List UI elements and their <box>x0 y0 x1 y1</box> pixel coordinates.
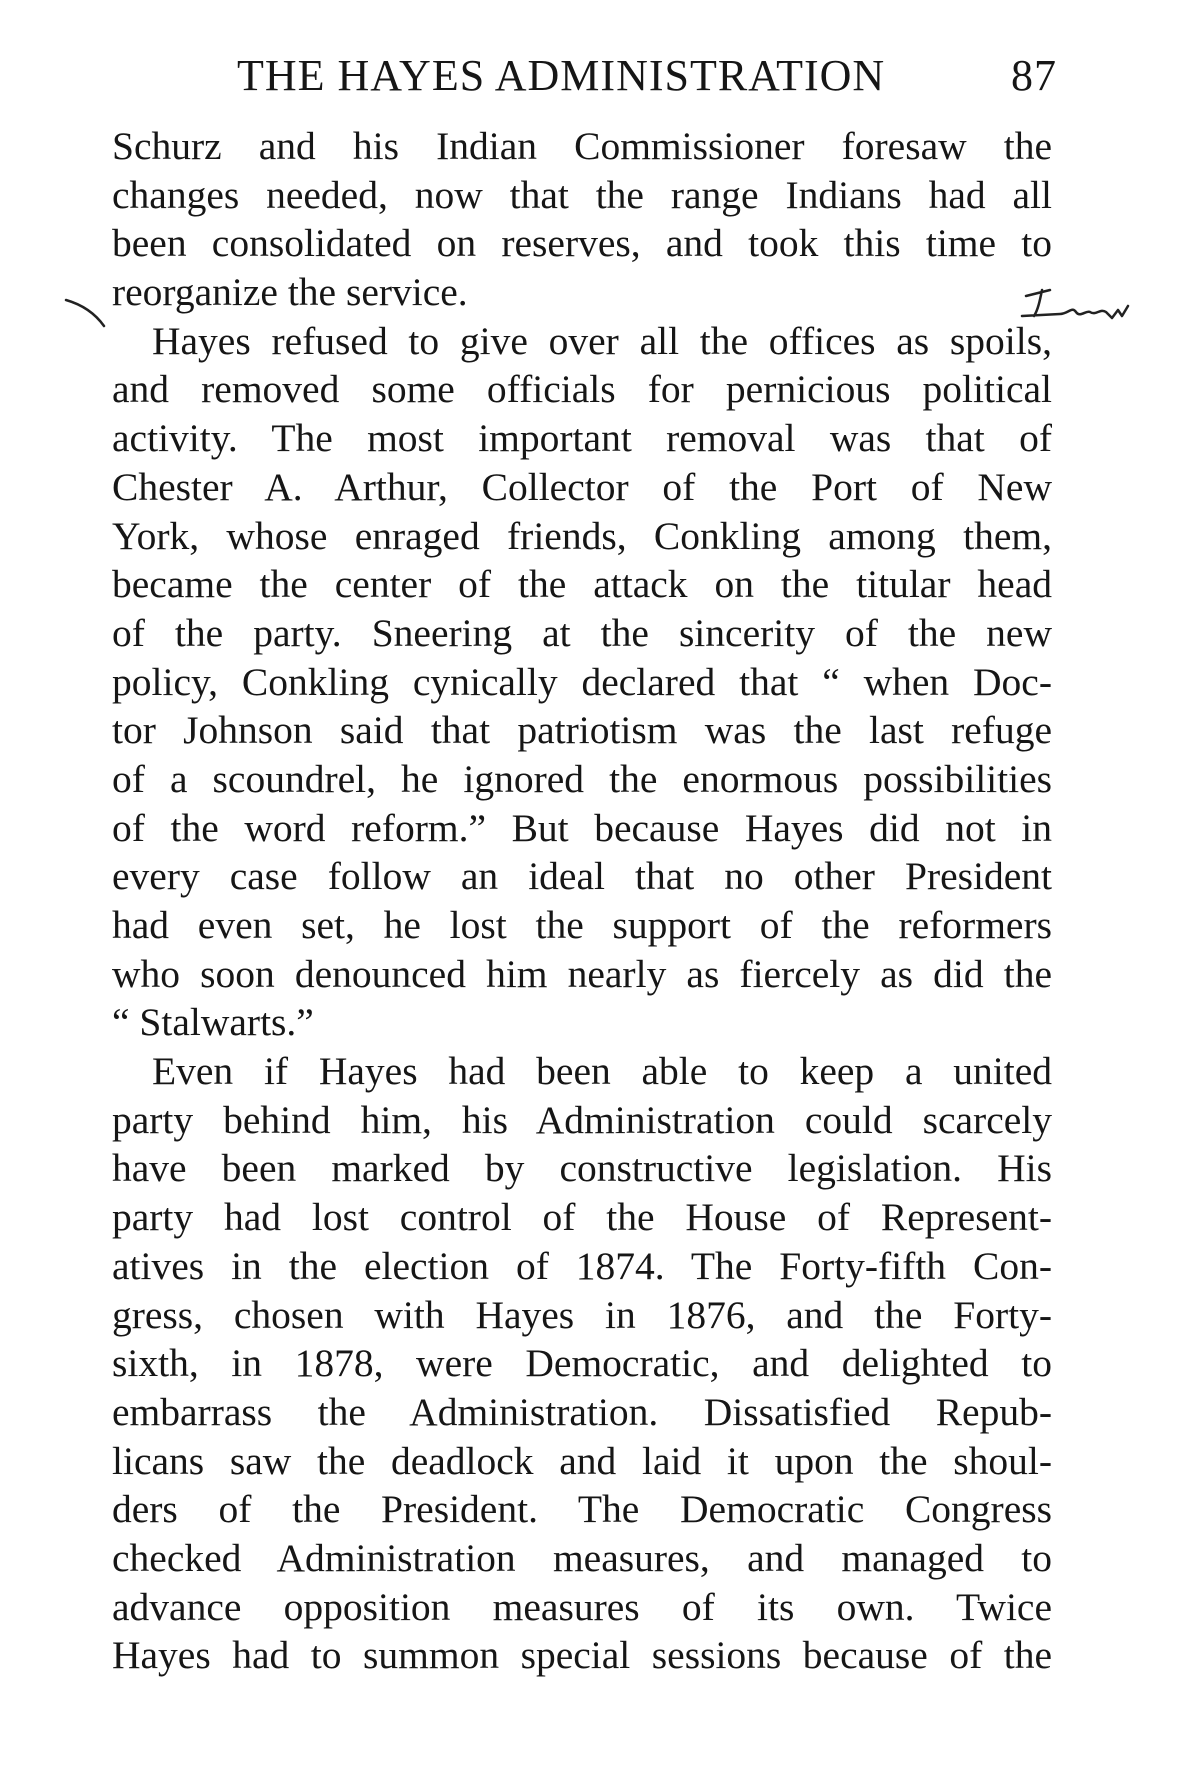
text-line: atives in the election of 1874. The Forty-fifth Con- <box>112 1243 1052 1288</box>
text-line: changes needed, now that the range Indians had all <box>112 172 1052 217</box>
text-line: and removed some officials for pernicious political <box>112 367 1052 412</box>
text-line: advance opposition measures of its own. Twice <box>112 1584 1052 1629</box>
text-line: Schurz and his Indian Commissioner foresaw the <box>112 124 1052 168</box>
text-line: ders of the President. The Democratic Congress <box>112 1487 1052 1532</box>
text-line: “ Stalwarts.” <box>112 1000 314 1045</box>
text-line: policy, Conkling cynically declared that “ when Doc- <box>112 659 1052 704</box>
text-line: checked Administration measures, and managed to <box>112 1535 1052 1580</box>
text-line: became the center of the attack on the titular head <box>112 562 1052 607</box>
page-number: 87 <box>1011 51 1057 100</box>
body-text <box>112 122 1052 1680</box>
text-line: every case follow an ideal that no other President <box>112 854 1052 899</box>
text-line: tor Johnson said that patriotism was the last refuge <box>112 708 1052 753</box>
text-line: licans saw the deadlock and laid it upon the shoul- <box>112 1438 1052 1483</box>
text-line: Hayes had to summon special sessions because of the <box>112 1633 1052 1678</box>
paragraph-2 <box>112 317 1052 1047</box>
text-line: been consolidated on reserves, and took this time to <box>112 221 1052 266</box>
paragraph-3 <box>112 1047 1052 1680</box>
text-line: party had lost control of the House of Represent- <box>112 1195 1052 1240</box>
paragraph-1 <box>112 122 1052 317</box>
text-line: of the word reform.” But because Hayes did not in <box>112 805 1052 850</box>
text-line: Hayes refused to give over all the offices as spoils, <box>152 318 1052 363</box>
text-line: gress, chosen with Hayes in 1876, and the Forty- <box>112 1292 1052 1337</box>
text-line: Even if Hayes had been able to keep a united <box>152 1049 1052 1094</box>
text-line: have been marked by constructive legislation. His <box>112 1146 1052 1191</box>
text-line: had even set, he lost the support of the reformers <box>112 903 1052 947</box>
text-line: reorganize the service. <box>112 270 468 315</box>
running-head <box>112 46 1057 106</box>
text-line: party behind him, his Administration could scarcely <box>112 1097 1052 1142</box>
text-line: embarrass the Administration. Dissatisfied Repub- <box>112 1389 1052 1434</box>
text-line: of a scoundrel, he ignored the enormous possibilities <box>112 756 1052 801</box>
text-line: Chester A. Arthur, Collector of the Port of New <box>112 464 1052 509</box>
text-line: York, whose enraged friends, Conkling among them, <box>112 513 1052 558</box>
text-line: activity. The most important removal was that of <box>112 416 1052 461</box>
text-line: sixth, in 1878, were Democratic, and delighted to <box>112 1341 1052 1386</box>
running-head-title: THE HAYES ADMINISTRATION <box>237 51 886 100</box>
text-line: who soon denounced him nearly as fiercely as did the <box>112 951 1052 996</box>
text-line: of the party. Sneering at the sincerity of the new <box>112 610 1052 655</box>
